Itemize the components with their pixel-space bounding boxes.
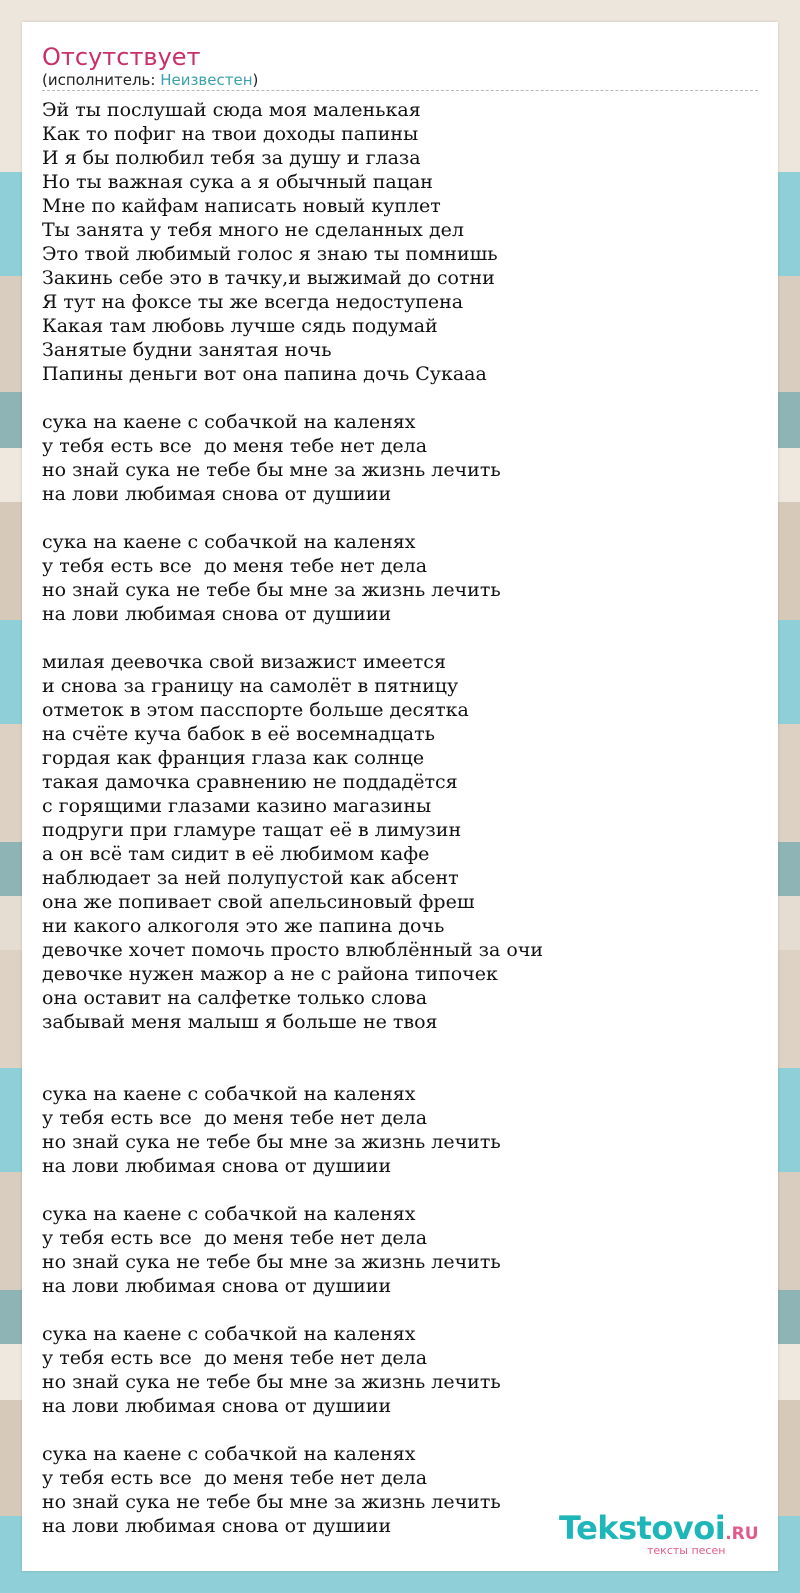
lyric-blank-line	[42, 1034, 762, 1058]
lyric-blank-line	[42, 1178, 762, 1202]
lyric-blank-line	[42, 506, 762, 530]
lyric-line: отметок в этом пасспорте больше десятка	[42, 699, 469, 721]
lyric-line: на лови любимая снова от душиии	[42, 1515, 392, 1537]
lyric-line: такая дамочка сравнению не поддадётся	[42, 771, 458, 793]
lyric-line: у тебя есть все до меня тебе нет дела	[42, 555, 428, 577]
lyric-line: милая деевочка свой визажист имеется	[42, 651, 446, 673]
lyric-line: девочке нужен мажор а не с района типочек	[42, 963, 498, 985]
lyric-line: Это твой любимый голос я знаю ты помнишь	[42, 243, 498, 265]
lyric-blank-line	[42, 1058, 762, 1082]
artist-suffix: )	[252, 71, 259, 89]
lyric-line: ни какого алкоголя это же папина дочь	[42, 915, 445, 937]
song-title: Отсутствует	[42, 43, 201, 71]
artist-line	[42, 70, 258, 90]
site-watermark	[559, 1508, 759, 1564]
lyric-line: И я бы полюбил тебя за душу и глаза	[42, 147, 421, 169]
lyric-line: наблюдает за ней полупустой как абсент	[42, 867, 459, 889]
lyric-line: Я тут на фоксе ты же всегда недоступена	[42, 291, 464, 313]
lyric-line: на лови любимая снова от душиии	[42, 1275, 392, 1297]
lyric-blank-line	[42, 1418, 762, 1442]
lyric-line: но знай сука не тебе бы мне за жизнь лечить	[42, 1371, 501, 1393]
lyric-line: сука на каене с собачкой на каленях	[42, 531, 416, 553]
lyrics-card	[22, 22, 778, 1571]
lyric-line: но знай сука не тебе бы мне за жизнь лечить	[42, 1251, 501, 1273]
lyric-line: забывай меня малыш я больше не твоя	[42, 1011, 438, 1033]
lyric-line: Папины деньги вот она папина дочь Сукааа	[42, 363, 487, 385]
lyric-line: но знай сука не тебе бы мне за жизнь лечить	[42, 1491, 501, 1513]
watermark-name: Tekstovoi	[559, 1509, 726, 1547]
lyric-line: Как то пофиг на твои доходы папины	[42, 123, 419, 145]
lyric-blank-line	[42, 386, 762, 410]
lyric-line: но знай сука не тебе бы мне за жизнь лечить	[42, 1131, 501, 1153]
lyric-line: у тебя есть все до меня тебе нет дела	[42, 1227, 428, 1249]
lyric-line: подруги при гламуре тащат её в лимузин	[42, 819, 462, 841]
lyric-blank-line	[42, 1298, 762, 1322]
lyric-line: сука на каене с собачкой на каленях	[42, 1443, 416, 1465]
lyric-line: Какая там любовь лучше сядь подумай	[42, 315, 438, 337]
lyric-line: девочке хочет помочь просто влюблённый за очи	[42, 939, 544, 961]
lyric-line: сука на каене с собачкой на каленях	[42, 1083, 416, 1105]
lyric-line: но знай сука не тебе бы мне за жизнь лечить	[42, 459, 501, 481]
lyric-line: сука на каене с собачкой на каленях	[42, 1323, 416, 1345]
lyric-line: но знай сука не тебе бы мне за жизнь лечить	[42, 579, 501, 601]
lyric-blank-line	[42, 626, 762, 650]
lyric-line: Но ты важная сука а я обычный пацан	[42, 171, 433, 193]
lyric-line: Занятые будни занятая ночь	[42, 339, 332, 361]
lyric-line: у тебя есть все до меня тебе нет дела	[42, 1347, 428, 1369]
artist-prefix: (исполнитель:	[42, 71, 161, 89]
lyric-line: она оставит на салфетке только слова	[42, 987, 428, 1009]
lyric-line: с горящими глазами казино магазины	[42, 795, 432, 817]
lyric-line: она же попивает свой апельсиновый фреш	[42, 891, 475, 913]
lyrics-text	[42, 98, 762, 1538]
lyric-line: гордая как франция глаза как солнце	[42, 747, 425, 769]
lyric-line: на счёте куча бабок в её восемнадцать	[42, 723, 435, 745]
lyric-line: сука на каене с собачкой на каленях	[42, 1203, 416, 1225]
watermark-tagline: тексты песен	[647, 1544, 726, 1557]
lyric-line: у тебя есть все до меня тебе нет дела	[42, 435, 428, 457]
lyric-line: и снова за границу на самолёт в пятницу	[42, 675, 459, 697]
lyric-line: на лови любимая снова от душиии	[42, 1155, 392, 1177]
lyric-line: Ты занята у тебя много не сделанных дел	[42, 219, 464, 241]
lyric-line: сука на каене с собачкой на каленях	[42, 411, 416, 433]
watermark-tld: .RU	[725, 1524, 759, 1544]
lyric-line: а он всё там сидит в её любимом кафе	[42, 843, 430, 865]
lyric-line: на лови любимая снова от душиии	[42, 603, 392, 625]
lyric-line: на лови любимая снова от душиии	[42, 483, 392, 505]
lyric-line: у тебя есть все до меня тебе нет дела	[42, 1107, 428, 1129]
lyric-line: Закинь себе это в тачку,и выжимай до сотни	[42, 267, 495, 289]
lyric-line: у тебя есть все до меня тебе нет дела	[42, 1467, 428, 1489]
lyric-line: на лови любимая снова от душиии	[42, 1395, 392, 1417]
lyric-line: Эй ты послушай сюда моя маленькая	[42, 99, 421, 121]
lyric-line: Мне по кайфам написать новый куплет	[42, 195, 441, 217]
title-divider	[42, 90, 758, 91]
artist-link[interactable]: Неизвестен	[160, 71, 253, 89]
